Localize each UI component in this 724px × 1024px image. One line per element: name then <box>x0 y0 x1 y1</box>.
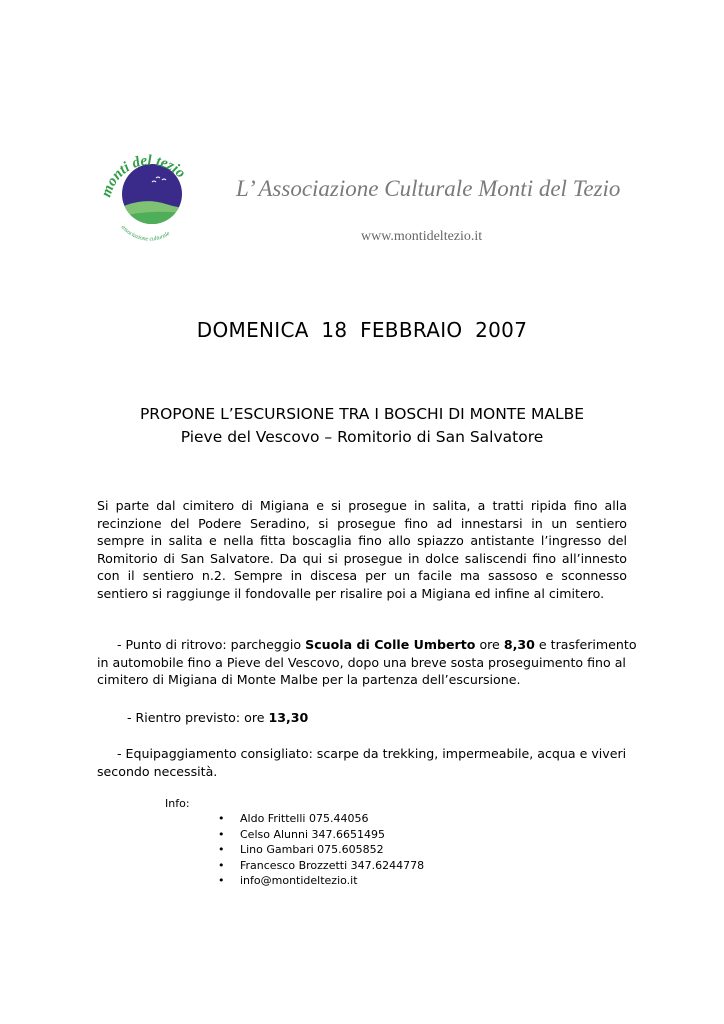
return-time-paragraph <box>97 709 642 727</box>
contact-text: Francesco Brozzetti 347.6244778 <box>240 858 425 872</box>
bullet-icon: • <box>218 812 225 825</box>
meeting-place: Scuola di Colle Umberto <box>305 637 476 652</box>
bullet-icon: • <box>218 874 225 887</box>
contacts-list <box>218 811 424 889</box>
website-link[interactable]: www.montideltezio.it <box>361 229 483 244</box>
meeting-middle: ore <box>475 637 504 652</box>
return-time: 13,30 <box>268 710 309 725</box>
list-item <box>218 811 424 827</box>
list-item <box>218 858 424 874</box>
return-prefix: - Rientro previsto: ore <box>127 710 269 725</box>
equipment-paragraph <box>97 745 642 780</box>
equipment-text: - Equipaggiamento consigliato: scarpe da trekking, impermeabile, acqua e viveri secondo necessità. <box>97 746 627 779</box>
meeting-prefix: - Punto di ritrovo: parcheggio <box>117 637 306 652</box>
bullet-icon: • <box>218 827 225 841</box>
logo-top-text: monti del tezio <box>98 152 189 200</box>
route-description: Si parte dal cimitero di Migiana e si prosegue in salita, a tratti ripida fino alla recinzione del Podere Seradino, si prosegue fino ad innestarsi in un sentiero sempre in salita e nella fitta boscaglia fino allo spiazzo antistante l’ingresso del Romitorio di San Salvatore. Da qui si prosegue in dolce saliscendi fino all’innesto con il sentiero n.2. Sempre in discesa per un facile ma sassoso e sconnesso sentiero si raggiunge il fondovalle per risalire poi a Migiana ed infine al cimitero. <box>97 498 627 601</box>
list-item <box>218 842 424 858</box>
association-title: L’ Associazione Culturale Monti del Tezio <box>236 176 621 201</box>
meeting-point-paragraph <box>97 636 642 689</box>
info-label: Info: <box>165 797 190 810</box>
contact-text: Aldo Frittelli 075.44056 <box>240 812 369 825</box>
contact-text: Lino Gambari 075.605852 <box>240 843 384 856</box>
association-logo <box>96 140 200 244</box>
meeting-time: 8,30 <box>503 637 535 652</box>
bullet-icon: • <box>218 858 225 872</box>
contact-text: Celso Alunni 347.6651495 <box>240 827 385 841</box>
logo-bottom-text: associazione culturale <box>119 224 172 243</box>
list-item <box>218 827 424 843</box>
event-route: Pieve del Vescovo – Romitorio di San Salvatore <box>180 428 544 446</box>
contact-email-link[interactable]: info@montideltezio.it <box>240 874 358 887</box>
list-item[interactable] <box>218 873 424 889</box>
svg-text:associazione culturale <box>120 224 172 242</box>
bullet-icon: • <box>218 843 225 856</box>
event-headline: PROPONE L’ESCURSIONE TRA I BOSCHI DI MONTE MALBE <box>139 405 585 423</box>
meeting-suffix: e trasferimento in automobile fino a Pieve del Vescovo, dopo una breve sosta proseguimento fino al cimitero di Migiana di Monte Malbe per la partenza dell’escursione. <box>97 637 637 687</box>
event-date: DOMENICA 18 FEBBRAIO 2007 <box>196 318 528 342</box>
